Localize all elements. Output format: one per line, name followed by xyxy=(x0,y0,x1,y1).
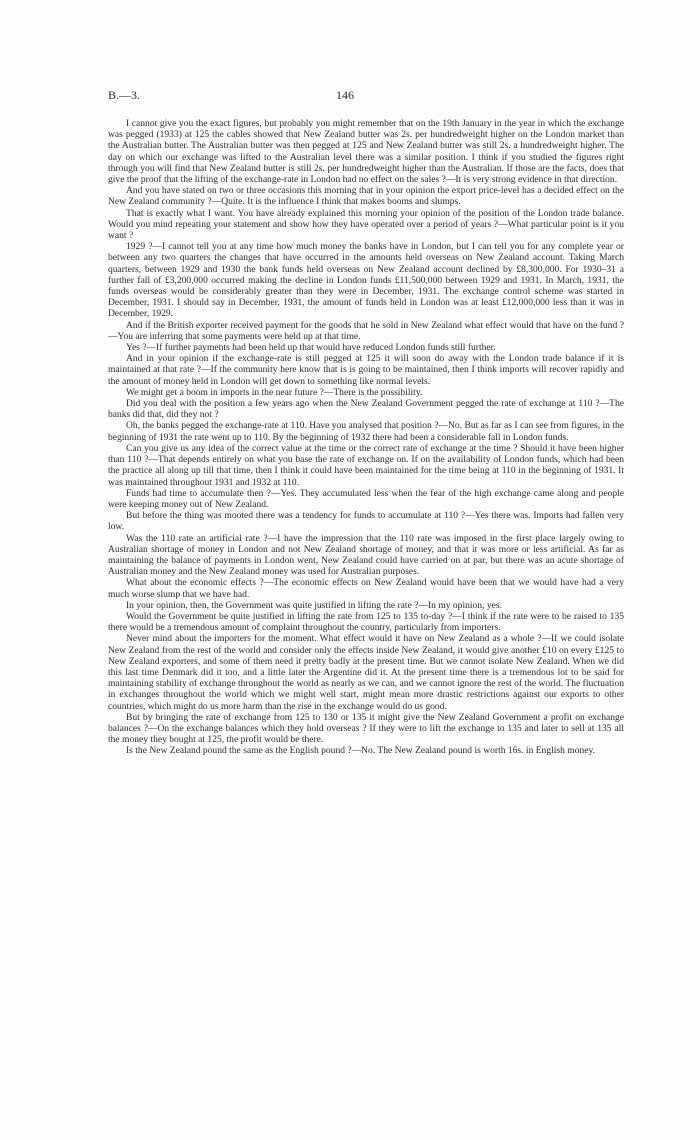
paragraph: 1929 ?—I cannot tell you at any time how much money the banks have in London, but I can tell you for any complete year or between any two quarters the changes that have occurred in the amounts held overseas on New Zealand account. Taking March quarters, between 1929 and 1930 the bank funds held overseas on New Zealand account declined by £8,300,000. For 1930–31 a further fall of £3,200,000 occurred making the decline in London funds £11,500,000 between 1929 and 1931. In March, 1931, the funds overseas would be considerably greater than they were in December, 1931. The exchange control scheme was started in December, 1931. I should say in December, 1931, the amount of funds held in London was at least £12,000,000 less than it was in December, 1929. xyxy=(108,241,624,320)
paragraph: But by bringing the rate of exchange from 125 to 130 or 135 it might give the New Zealand Government a profit on exchange balances ?—On the exchange balances which they hold overseas ? If they were to lift the exchange to 135 and later to sell at 135 all the money they bought at 125, the profit would be there. xyxy=(108,711,624,746)
paragraph: What about the economic effects ?—The economic effects on New Zealand would have been that we would have had a very much worse slump that we have had. xyxy=(108,577,624,600)
paragraph: In your opinion, then, the Government was quite justified in lifting the rate ?—In my opinion, yes. xyxy=(126,599,502,611)
paragraph: Would the Government be quite justified in lifting the rate from 125 to 135 to-day ?—I think if the rate were to be raised to 135 there would be a tremendous amount of complaint throughout the country, particularly from importers. xyxy=(108,610,624,634)
paragraph: And if the British exporter received payment for the goods that he sold in New Zealand what effect would that have on the fund ?—You are inferring that some payments were held up at that time. xyxy=(108,319,624,342)
paragraph: I cannot give you the exact figures, but probably you might remember that on the 19th January in the year in which the exchange was pegged (1933) at 125 the cables showed that New Zealand butter was 2s. per hundredweight higher on the London market than the Australian butter. The Australian butter was then pegged at 125 and New Zealand butter was still 2s. a hundredweight higher. The day on which our exchange was lifted to the Australian level there was a similar position. I think if you studied the figures right through you will find that New Zealand butter is still 2s. per hundredweight higher than the Australian. If those are the facts, does that give the proof that the lifting of the exchange-rate in London had no effect on the sales ?—It is very strong evidence in that direction. xyxy=(108,118,624,186)
paragraph: But before the thing was mooted there was a tendency for funds to accumulate at 110 ?—Yes there was. Imports had fallen very low. xyxy=(108,510,624,533)
paragraph: Oh, the banks pegged the exchange-rate at 110. Have you analysed that position ?—No. But as far as I can see from figures, in the beginning of 1931 the rate went up to 110. By the beginning of 1932 there had been a considerable fall in London funds. xyxy=(108,420,624,443)
document-reference: B.—3. xyxy=(108,88,141,102)
paragraph: And in your opinion if the exchange-rate is still pegged at 125 it will soon do away with the London trade balance if it is maintained at that rate ?—If the community here know that is is going to be maintained, then I think imports will recover rapidly and the amount of money held in London will get down to something like normal levels. xyxy=(108,353,624,387)
paragraph: Funds had time to accumulate then ?—Yes. They accumulated less when the fear of the high exchange came along and people were keeping money out of New Zealand. xyxy=(108,487,624,510)
paragraph: Never mind about the importers for the moment. What effect would it have on New Zealand as a whole ?—If we could isolate New Zealand from the rest of the world and consider only the effects inside New Zealand, it would give another £10 on every £125 to New Zealand exporters, and some of them need it pretty badly at the present time. But we cannot isolate New Zealand. When we did this last time Denmark did it too, and a little later the Argentine did it. At the present time there is a tremendous lot to be said for maintaining stability of exchange throughout the world as nearly as we can, and we cannot ignore the rest of the world. The fluctuation in exchanges throughout the world which we might well start, might mean more drastic restrictions against our exports to other countries, which might do us more harm than the rise in the exchange would do us good. xyxy=(108,633,624,712)
page-header xyxy=(108,88,582,104)
paragraph: Yes ?—If further payments had been held up that would have reduced London funds still further. xyxy=(126,342,496,354)
body-text xyxy=(108,118,624,757)
paragraph: We might get a boom in imports in the near future ?—There is the possibility. xyxy=(126,386,423,398)
page-number: 146 xyxy=(336,88,354,102)
paragraph: That is exactly what I want. You have already explained this morning your opinion of the position of the London trade balance. Would you mind repeating your statement and show how they have operated over a period of years ?—What particular point is it you want ? xyxy=(108,207,624,242)
paragraph: Can you give us any idea of the correct value at the time or the correct rate of exchange at the time ? Should it have been higher than 110 ?—That depends entirely on what you base the rate of exchange on. If on the availability of London funds, which had been the practice all along up till that time, then I think it could have been maintained for the time being at 110 in the beginning of 1931. It was maintained throughout 1931 and 1932 at 110. xyxy=(108,442,624,488)
paragraph: And you have stated on two or three occasions this morning that in your opinion the export price-level has a decided effect on the New Zealand community ?—Quite. It is the influence I think that makes booms and slumps. xyxy=(108,185,624,208)
paragraph: Was the 110 rate an artificial rate ?—I have the impression that the 110 rate was imposed in the first place largely owing to Australian shortage of money in London and not New Zealand shortage of money, and that it was more or less artificial. As far as maintaining the balance of payments in London went, New Zealand could have carried on at par, but there was an acute shortage of Australian money and the New Zealand money was used for Australian purposes. xyxy=(108,532,624,578)
paragraph: Did you deal with the position a few years ago when the New Zealand Government pegged the rate of exchange at 110 ?—The banks did that, did they not ? xyxy=(108,398,624,421)
paragraph: Is the New Zealand pound the same as the English pound ?—No. The New Zealand pound is worth 16s. in English money. xyxy=(126,745,596,757)
